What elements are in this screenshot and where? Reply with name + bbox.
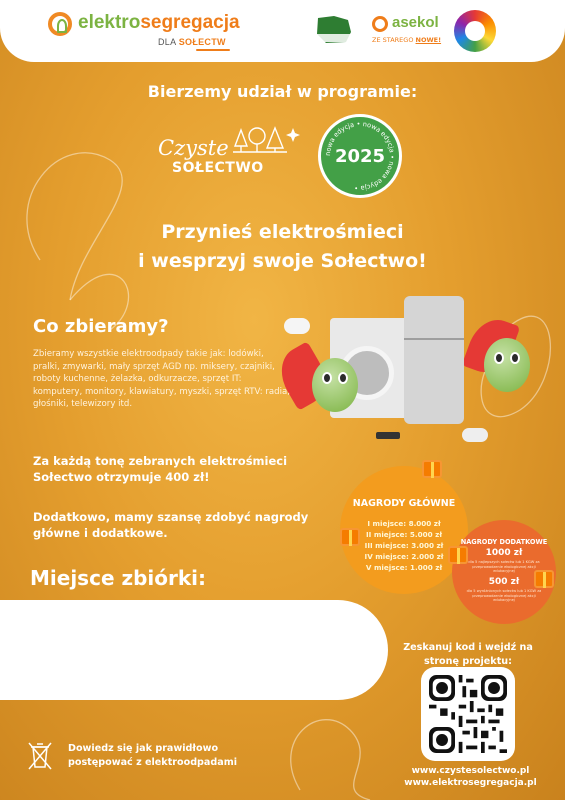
main-prize-line: III miejsce: 3.000 zł xyxy=(364,541,444,550)
mascot-left-eye xyxy=(338,372,348,384)
crossed-bin-icon xyxy=(26,740,54,772)
elektrosegregacja-logo-icon xyxy=(48,12,72,36)
headline xyxy=(0,218,565,276)
headline-line-2: i wesprzyj swoje Sołectwo! xyxy=(138,250,427,272)
gift-icon xyxy=(534,570,554,588)
program-name-caps: SOŁECTWO xyxy=(172,160,264,176)
hairdryer-illustration xyxy=(284,318,310,334)
asekol-slogan: ZE STAREGO NOWE! xyxy=(372,36,442,44)
badge-year: 2025 xyxy=(334,146,386,167)
edition-badge xyxy=(318,114,402,198)
rosette-emblem-icon xyxy=(454,10,496,52)
qr-instruction: Zeskanuj kod i wejdź na stronę projektu: xyxy=(403,642,533,667)
asekol-name: asekol xyxy=(392,14,439,31)
mascot-right-eye xyxy=(510,352,520,364)
svg-text:nowa edycja • nowa edycja • no: nowa edycja • nowa edycja • nowa edycja • xyxy=(323,119,397,193)
extra-prizes-title: NAGRODY DODATKOWE xyxy=(460,538,548,546)
weee-info-line-1: Dowiedz się jak prawidłowo xyxy=(68,743,219,754)
gift-icon xyxy=(340,528,360,546)
weee-info xyxy=(68,742,237,769)
brand-subtitle: DLA SOŁECTW xyxy=(158,37,226,47)
collect-description: Zbieramy wszystkie elektroodpady takie jak: lodówki, pralki, zmywarki, mały sprzęt AGD np. miksery, czajniki, roboty kuchenne, żelazka, odkurzacze, sprzęt IT: komputery, monitory, klawiatury, myszki, sprzęt RTV: radia, głośniki, telewizory itd. xyxy=(33,349,291,410)
location-field[interactable] xyxy=(0,600,388,700)
mascot-right-eye xyxy=(494,352,504,364)
project-url-2[interactable]: www.elektrosegregacja.pl xyxy=(404,778,537,788)
mascot-right xyxy=(484,338,530,392)
extra-prize-amount-1: 1000 zł xyxy=(485,548,523,558)
program-name-script: Czyste xyxy=(158,136,229,160)
main-prize-line: V miejsce: 1.000 zł xyxy=(365,563,443,572)
main-prize-line: I miejsce: 8.000 zł xyxy=(367,519,441,528)
main-prize-line: IV miejsce: 2.000 zł xyxy=(364,552,444,561)
extra-prize-desc-2: dla 5 wyróżnionych sołectw lub 1 KGW za przeprowadzenie ekologicznej akcji edukacyjnej xyxy=(466,589,542,603)
main-prize-line: II miejsce: 5.000 zł xyxy=(365,530,443,539)
extra-prize-amount-2: 500 zł xyxy=(488,577,520,587)
headline-line-1: Przynieś elektrośmieci xyxy=(161,221,404,243)
gift-icon xyxy=(448,546,468,564)
project-url-1[interactable]: www.czystesolectwo.pl xyxy=(411,766,530,776)
fridge-door-line xyxy=(404,338,464,340)
per-ton-info: Za każdą tonę zebranych elektrośmieci Sołectwo otrzymuje 400 zł! xyxy=(33,454,288,484)
collect-heading: Co zbieramy? xyxy=(33,316,169,337)
qr-code[interactable] xyxy=(421,667,515,761)
main-prizes-title: NAGRODY GŁÓWNE xyxy=(352,498,456,509)
phone-illustration xyxy=(376,432,400,439)
asekol-logo-icon xyxy=(372,16,388,32)
mascot-left xyxy=(312,358,358,412)
mascot-left-eye xyxy=(322,372,332,384)
extra-prize-desc-1: dla 5 najlepszych sołectw lub 1 KGW za przeprowadzenie ekologicznej akcji edukacyjnej xyxy=(468,560,540,574)
gamepad-illustration xyxy=(462,428,488,442)
program-heading: Bierzemy udział w programie: xyxy=(147,82,418,101)
gift-icon xyxy=(422,460,442,478)
poland-map-icon xyxy=(312,12,356,46)
brand-name: elektrosegregacja xyxy=(78,12,240,33)
weee-info-line-2: postępować z elektroodpadami xyxy=(68,756,238,768)
brand-underline xyxy=(196,49,230,51)
fridge-illustration xyxy=(404,296,464,424)
extra-prizes-info: Dodatkowo, mamy szansę zdobyć nagrody główne i dodatkowe. xyxy=(33,510,309,540)
qr-code-icon xyxy=(429,675,507,753)
location-heading: Miejsce zbiórki: xyxy=(30,566,207,590)
